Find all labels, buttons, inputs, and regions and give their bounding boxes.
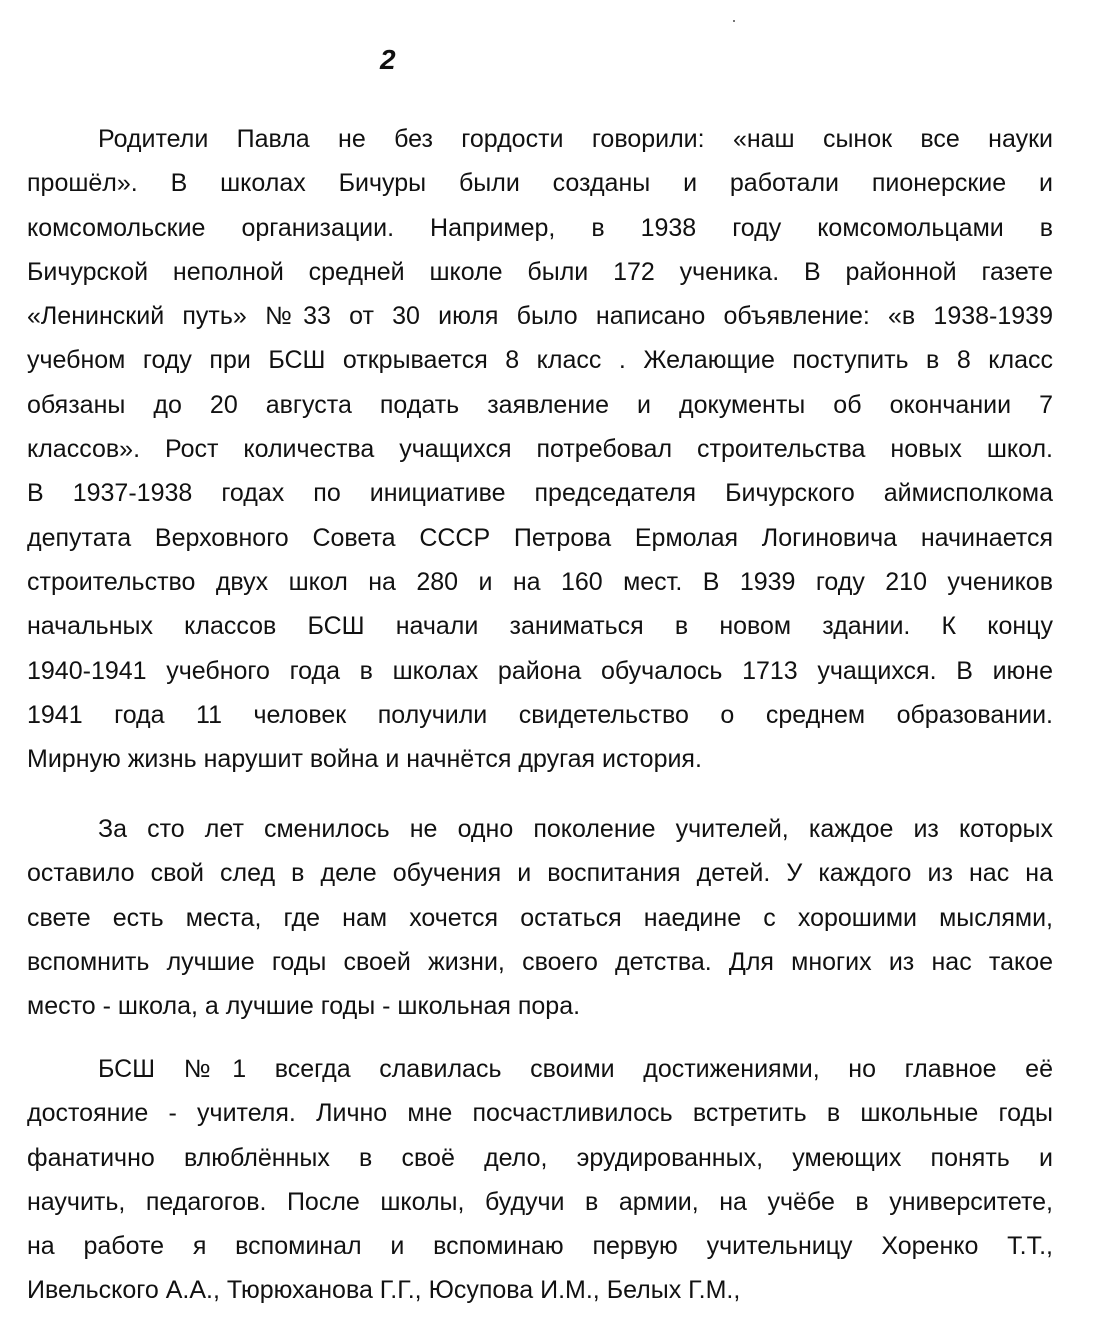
paragraph-line: свете есть места, где нам хочется остаться наедине с хорошими мыслями,	[27, 903, 1053, 932]
paragraph-line: Ивельского А.А., Тюрюханова Г.Г., Юсупова И.М., Белых Г.М.,	[27, 1276, 741, 1305]
paragraph-line: классов». Рост количества учащихся потребовал строительства новых школ.	[27, 435, 1053, 464]
paragraph-line: Бичурской неполной средней школе были 172 ученика. В районной газете	[27, 257, 1053, 286]
paragraph-1	[27, 117, 1053, 781]
paragraph-line: В 1937-1938 годах по инициативе председателя Бичурского аймисполкома	[27, 479, 1053, 508]
paragraph-line: Мирную жизнь нарушит война и начнётся другая история.	[27, 745, 702, 774]
paragraph-line: достояние - учителя. Лично мне посчастливилось встретить в школьные годы	[27, 1099, 1053, 1128]
paragraph-line: учебном году при БСШ открывается 8 класс . Желающие поступить в 8 класс	[27, 346, 1053, 375]
paragraph-line: научить, педагогов. После школы, будучи в армии, на учёбе в университете,	[27, 1187, 1053, 1216]
paragraph-line: БСШ №1 всегда славилась своими достижениями, но главное её	[98, 1055, 1053, 1083]
paragraph-line: начальных классов БСШ начали заниматься в новом здании. К концу	[27, 612, 1053, 641]
paragraph-line: 1941 года 11 человек получили свидетельство о среднем образовании.	[27, 700, 1053, 729]
paragraph-line: на работе я вспоминал и вспоминаю первую учительницу Хоренко Т.Т.,	[27, 1232, 1053, 1261]
paragraph-line: прошёл». В школах Бичуры были созданы и работали пионерские и	[27, 169, 1053, 198]
paragraph-line: «Ленинский путь» №33 от 30 июля было написано объявление: «в 1938-1939	[27, 302, 1053, 331]
scan-speck	[733, 20, 735, 22]
paragraph-line: строительство двух школ на 280 и на 160 мест. В 1939 году 210 учеников	[27, 567, 1053, 596]
paragraph-line: оставило свой след в деле обучения и воспитания детей. У каждого из нас на	[27, 859, 1053, 888]
paragraph-line: депутата Верховного Совета СССР Петрова Ермолая Логиновича начинается	[27, 523, 1053, 552]
page-number: 2	[380, 44, 396, 75]
paragraph-2	[27, 807, 1053, 1028]
paragraph-line: место - школа, а лучшие годы - школьная пора.	[27, 992, 581, 1021]
paragraph-line: фанатично влюблённых в своё дело, эрудированных, умеющих понять и	[27, 1143, 1053, 1172]
paragraph-line: За сто лет сменилось не одно поколение учителей, каждое из которых	[98, 815, 1053, 843]
paragraph-line: обязаны до 20 августа подать заявление и документы об окончании 7	[27, 390, 1053, 419]
paragraph-3	[27, 1047, 1053, 1313]
paragraph-line: Родители Павла не без гордости говорили: «наш сынок все науки	[98, 125, 1053, 153]
paragraph-line: вспомнить лучшие годы своей жизни, своего детства. Для многих из нас такое	[27, 947, 1053, 976]
paragraph-line: 1940-1941 учебного года в школах района обучалось 1713 учащихся. В июне	[27, 656, 1053, 685]
paragraph-line: комсомольские организации. Например, в 1938 году комсомольцами в	[27, 213, 1053, 242]
